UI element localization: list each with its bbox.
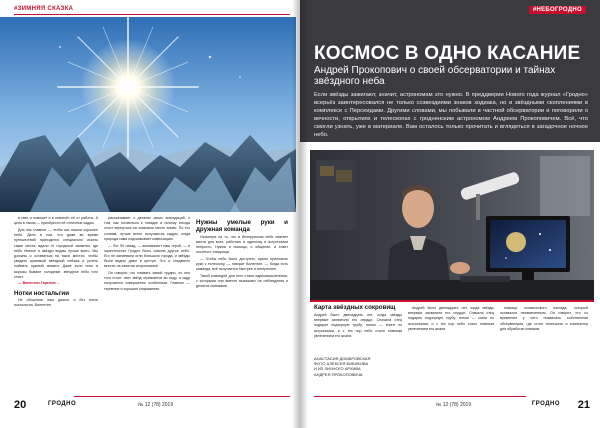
paragraph-highlight: — Валентин Гарелов ...	[18, 281, 60, 286]
bottom-rule	[314, 396, 526, 397]
right-column-text-2	[500, 306, 588, 392]
caption-heading: Карта звёздных сокровищ	[314, 304, 396, 311]
section-tag-right: #НЕБОГРОДНО	[529, 6, 586, 14]
subheading-team: Нужны умелые руки и дружная команда	[196, 219, 288, 233]
article-lead: Если звёзды зажигают, значит, астрономам это нужно. В преддверии Нового года журнал «Гродно» всерьёз заинтересовался не только созвездиями знаков зодиака, но и звёздными скоплениями в комплексе с Персеидами. Другими словами, мы побывали в частной обсерватории и поговорили о вечности, открытиях и телескопах с гродненским астрономом Андреем Прокоповичем. Всё, что смогли узнать, уже в материале. Вам осталось только прочитать и вглядеться в загадочное ночное небо.	[314, 92, 588, 138]
issue-label-left: № 12 (78) 2019	[138, 402, 174, 408]
footer-right	[314, 396, 590, 416]
article-title: КОСМОС В ОДНО КАСАНИЕ	[314, 43, 581, 64]
paragraph: — Лет 50 назад, — вспоминает наш герой, — в окрестностях Гродно было совсем другое небо. Его не затмевали огни большого города, и звёзды были видны даже в центре. Это и сподвигло многих на занятия астрономией.	[104, 243, 190, 269]
caption-rule	[310, 300, 594, 302]
caption-text: Андрей было двенадцать лет, когда звёзды впервые захватили его сердце. Сначала отец подарил подзорную трубу, потом — книги по астрономии, и с тех пор небо стало главным увлечением его жизни.	[314, 313, 402, 338]
magazine-name-left: ГРОДНО	[48, 401, 77, 407]
page-number-left: 20	[14, 399, 27, 411]
top-rule	[14, 14, 290, 15]
paragraph: в свет и поможет и в отвлечёт её от работы. А цель в таком — приобрести её отличные кадры.	[14, 216, 98, 226]
issue-label-right: № 12 (78) 2019	[436, 402, 472, 408]
article-column-2	[104, 216, 190, 392]
subheading-nostalgia: Нотки ностальгии	[14, 289, 70, 297]
page-number-right: 21	[577, 399, 590, 411]
article-column-1	[14, 216, 98, 392]
photo-credits	[314, 356, 402, 377]
section-tag-left: #ЗИМНЯЯ СКАЗКА	[14, 6, 74, 12]
credit-line: И ИЗ ЛИЧНОГО АРХИВА	[314, 366, 361, 372]
credit-line: АНДРЕЯ ПРОКОПОВИЧА	[314, 371, 363, 377]
astronomer-photo	[310, 150, 594, 300]
magazine-name-right: ГРОДНО	[531, 401, 560, 407]
article-subtitle: Андрей Прокопович о своей обсерватории и тайнах звёздного неба	[314, 65, 556, 87]
bottom-rule	[74, 396, 290, 397]
paragraph: помощи космического взгляда, который оставался незамеченным. Он говорит, что со временем у него появилась собственная обсерватория, где стоят телескопы и компьютер для обработки снимков.	[500, 306, 588, 331]
credit-line: ФОТО АЛЕКСЕЯ БИБИКОВА	[314, 361, 369, 367]
paragraph: Андрей было двенадцать лет, когда звёзды впервые захватили его сердце. Сначала отец подарил подзорную трубу, потом — книги по астрономии, и с тех пор небо стало главным увлечением его жизни.	[408, 306, 494, 331]
paragraph: Не обошлось наш диалог и без ноток ностальгии. Валентин	[14, 298, 98, 308]
paragraph: Для нас главное — чтобы мы нашли хорошее небо. Дело в том, что даже во время путешествий приходится специально искать такие места, вдали от городской засветки, где небо тёмное и звёзды видны лучше всего. Мы должны и оставаться на таких местах, чтобы увидеть красивый звёздный пейзаж и успеть поймать нужный момент. Даже если ночь в морозы бывают холодные, звёздное небо того стоит.	[14, 227, 98, 279]
article-column-3	[196, 216, 288, 392]
right-column-text	[408, 306, 494, 392]
paragraph: Он говорит, что снимать зимой трудно, но оно того стоит: свет звёзд отражается во льду, и кадр получается совершенно особенным. Главное — терпение и хорошее снаряжение.	[104, 271, 190, 291]
paragraph: рассказывает о деталях своих экспедиций, о том, как готовиться к поездке и почему иногда стоит вернуться на знакомое место вновь. По его словам, лучше всего получаются кадры, когда природа сама подсказывает композицию.	[104, 216, 190, 241]
ice-starburst-photo	[0, 17, 296, 212]
paragraph: Несмотря на то, что в белорусском небе хватает места для всех, работать в одиночку в астрономии непросто. Нужна и помощь, и общение, и совет опытного товарища.	[196, 234, 288, 255]
paragraph: Такой командой для него стали единомышленники, с которыми они вместе выезжают на наблюдения и делятся снимками.	[196, 273, 288, 289]
caption-column	[314, 304, 402, 339]
paragraph: — Чтобы небо было доступно, нужно приложить руки к телескопу, — говорит Валентин. — Когда есть команда, всё получается быстрее и интереснее.	[196, 256, 288, 272]
footer-left	[14, 396, 290, 416]
right-page	[300, 0, 600, 428]
credit-line: АНАСТАСИЯ ДОМБРОВСКАЯ	[314, 356, 371, 361]
